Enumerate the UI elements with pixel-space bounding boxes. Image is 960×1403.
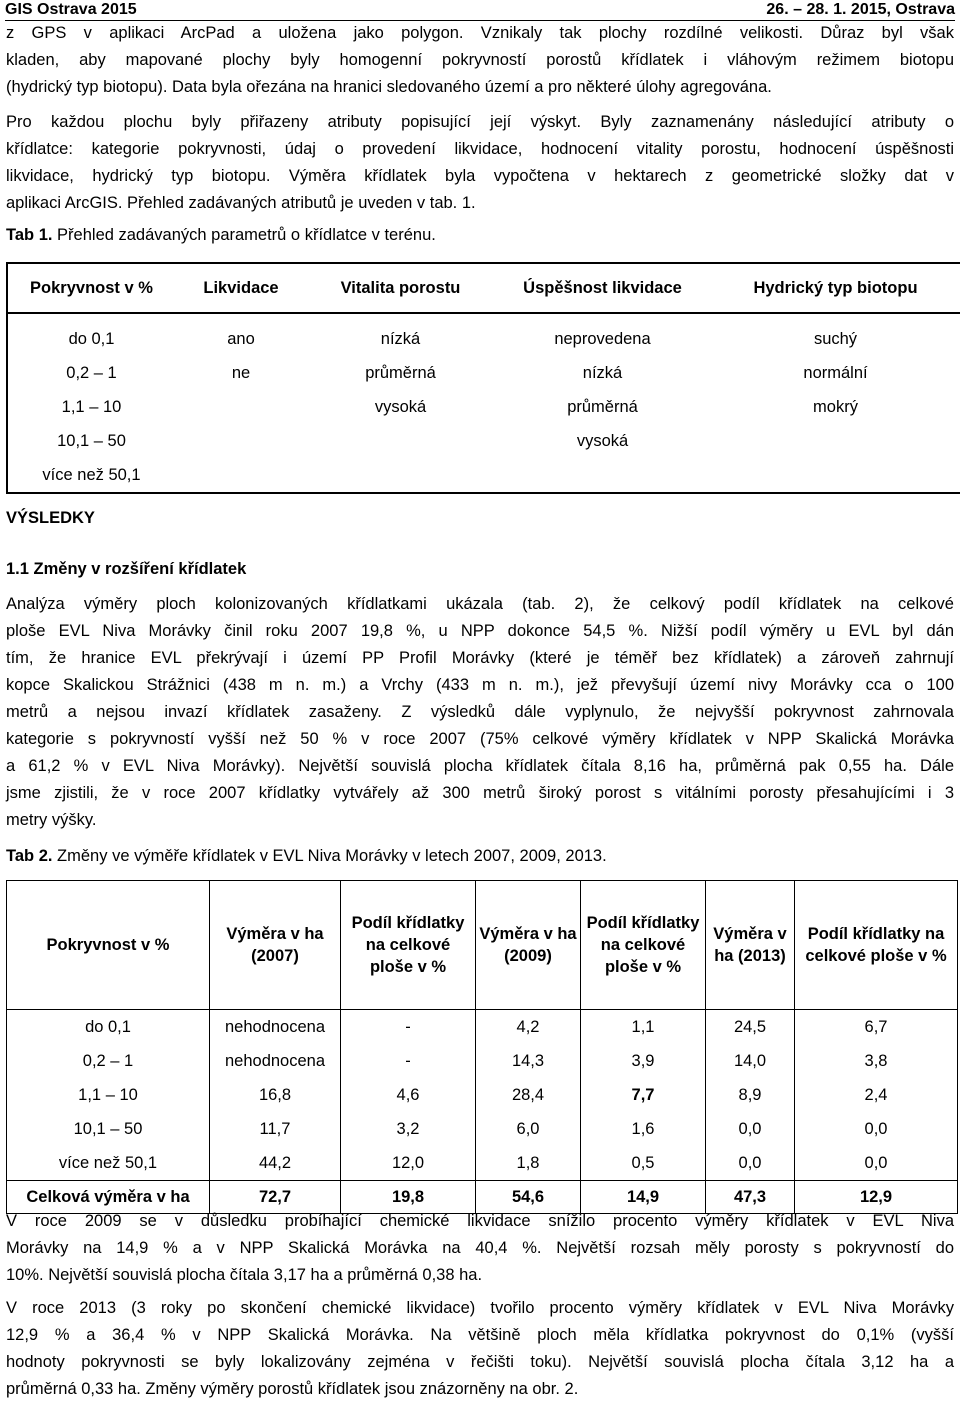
table-cell: 3,2 bbox=[341, 1112, 476, 1146]
text-line: V roce 2009 se v důsledku probíhající chemické likvidace snížilo procento výměry křídlatek v EVL Niva bbox=[6, 1212, 954, 1230]
text-line: tím, že hranice EVL překrývají i území PP Profil Morávky (které je téměř bez křídlatek) a zároveň zahrnují bbox=[6, 649, 954, 667]
table-row bbox=[7, 1146, 958, 1181]
table-cell bbox=[175, 424, 307, 458]
table1 bbox=[6, 262, 960, 494]
table-cell: ano bbox=[227, 329, 255, 348]
table-cell: 4,6 bbox=[341, 1078, 476, 1112]
column-header: Výměra v ha (2013) bbox=[706, 881, 795, 1010]
conference-name: GIS Ostrava 2015 bbox=[5, 1, 137, 18]
year-2013-paragraph bbox=[6, 1295, 954, 1403]
table1-caption-text: Přehled zadávaných parametrů o křídlatce v terénu. bbox=[52, 226, 436, 244]
table-row bbox=[7, 1078, 958, 1112]
table-cell bbox=[711, 424, 960, 458]
table-cell: průměrná bbox=[365, 363, 436, 382]
table2 bbox=[6, 880, 958, 1214]
table-header-row bbox=[7, 881, 958, 1010]
text-line: likvidace, hydrický typ biotopu. Výměra křídlatek byla vypočtena v hektarech z geometrické složky dat v bbox=[6, 167, 954, 185]
table-cell: 11,7 bbox=[210, 1112, 341, 1146]
table-row bbox=[7, 356, 960, 390]
table-cell: 72,7 bbox=[210, 1181, 341, 1214]
text-line: kopce Skalickou Strážnici (438 m n. m.) a Vrchy (433 m n. m.), jež převyšují území nivy Morávky cca o 100 bbox=[6, 676, 954, 694]
table-cell: neprovedena bbox=[554, 329, 651, 348]
table-cell: 19,8 bbox=[341, 1181, 476, 1214]
table-cell: 24,5 bbox=[706, 1010, 795, 1045]
table-cell: 12,9 bbox=[795, 1181, 958, 1214]
column-header: Úspěšnost likvidace bbox=[494, 263, 711, 313]
text-line: V roce 2013 (3 roky po skončení chemické likvidace) tvořilo procento výměry křídlatek v EVL Niva Morávky bbox=[6, 1299, 954, 1317]
table-row bbox=[7, 1044, 958, 1078]
table-cell: do 0,1 bbox=[7, 1010, 210, 1045]
table-cell: 10,1 – 50 bbox=[7, 1112, 210, 1146]
table-cell: 0,0 bbox=[795, 1146, 958, 1181]
column-header: Likvidace bbox=[175, 263, 307, 313]
table2-label: Tab 2. bbox=[6, 847, 53, 865]
table-cell: 3,8 bbox=[795, 1044, 958, 1078]
text-line: metry výšky. bbox=[6, 811, 97, 829]
table-cell: 14,9 bbox=[581, 1181, 706, 1214]
text-line: Morávky na 14,9 % a v NPP Skalická Morávka na 40,4 %. Největší rozsah měly porosty s pokryvností do bbox=[6, 1239, 954, 1257]
text-line: kladen, aby mapované plochy byly homogenní pokryvností porostů křídlatek i vláhovým režimem biotopu bbox=[6, 51, 954, 69]
table-cell: suchý bbox=[813, 329, 858, 348]
table-cell: 0,2 – 1 bbox=[7, 1044, 210, 1078]
table-row bbox=[7, 390, 960, 424]
table-cell: - bbox=[341, 1044, 476, 1078]
table-cell: 14,3 bbox=[476, 1044, 581, 1078]
table-cell: 1,6 bbox=[581, 1112, 706, 1146]
table-cell: průměrná bbox=[567, 397, 638, 416]
table-cell bbox=[175, 390, 307, 424]
table-cell: 0,0 bbox=[795, 1112, 958, 1146]
table-cell: nízká bbox=[582, 363, 623, 382]
text-line: 10%. Největší souvislá plocha čítala 3,17 ha a průměrná 0,38 ha. bbox=[6, 1266, 483, 1284]
table-cell: 54,6 bbox=[476, 1181, 581, 1214]
column-header: Výměra v ha (2009) bbox=[476, 881, 581, 1010]
table-cell bbox=[175, 458, 307, 493]
column-header: Pokryvnost v % bbox=[7, 881, 210, 1010]
attributes-paragraph bbox=[6, 109, 954, 217]
text-line: Pro každou plochu byly přiřazeny atributy popisující její výskyt. Byly zaznamenány následující atributy o bbox=[6, 113, 954, 131]
table-cell: 12,0 bbox=[341, 1146, 476, 1181]
table-cell: 1,8 bbox=[476, 1146, 581, 1181]
table-row bbox=[7, 458, 960, 493]
table-cell: 1,1 bbox=[581, 1010, 706, 1045]
table-cell: 7,7 bbox=[581, 1078, 706, 1112]
table-cell bbox=[307, 424, 494, 458]
table2-caption-text: Změny ve výměře křídlatek v EVL Niva Morávky v letech 2007, 2009, 2013. bbox=[52, 847, 607, 865]
table-row bbox=[7, 424, 960, 458]
text-line: z GPS v aplikaci ArcPad a uložena jako polygon. Vznikaly tak plochy rozdílné velikosti. Důraz byl však bbox=[6, 24, 954, 42]
text-line: 12,9 % a 36,4 % v NPP Skalická Morávka. Na většině ploch měla křídlatka pokryvnost do 0,1% (vyšší bbox=[6, 1326, 954, 1344]
table-cell: 0,0 bbox=[706, 1112, 795, 1146]
text-line: jsme zjistili, že v roce 2007 křídlatky vytvářely až 300 metrů široký porost s vitálními porosty přesahujícími i 3 bbox=[6, 784, 954, 802]
table-cell: 10,1 – 50 bbox=[57, 431, 126, 450]
table-cell bbox=[307, 458, 494, 493]
intro-paragraph bbox=[6, 20, 954, 101]
table-cell: 4,2 bbox=[476, 1010, 581, 1045]
table-cell: vysoká bbox=[374, 397, 427, 416]
column-header: Podíl křídlatky na celkové ploše v % bbox=[795, 881, 958, 1010]
text-line: kategorie s pokryvností vyšší než 50 % v roce 2007 (75% celkové výměry křídlatek v NPP Skalická Morávka bbox=[6, 730, 954, 748]
table-cell: do 0,1 bbox=[68, 329, 115, 348]
page-header bbox=[5, 0, 955, 20]
table-cell: 44,2 bbox=[210, 1146, 341, 1181]
table-row bbox=[7, 1010, 958, 1045]
year-2009-paragraph bbox=[6, 1208, 954, 1289]
section-heading: 1.1 Změny v rozšíření křídlatek bbox=[6, 560, 247, 578]
table-cell: 6,7 bbox=[795, 1010, 958, 1045]
table-cell: 47,3 bbox=[706, 1181, 795, 1214]
conference-date: 26. – 28. 1. 2015, Ostrava bbox=[766, 1, 955, 18]
table-cell: 28,4 bbox=[476, 1078, 581, 1112]
table-cell: mokrý bbox=[813, 397, 858, 416]
table-cell: 1,1 – 10 bbox=[61, 397, 122, 416]
table-cell: nízká bbox=[380, 329, 421, 348]
table-cell: více než 50,1 bbox=[7, 1146, 210, 1181]
table-row bbox=[7, 313, 960, 356]
table-cell: 6,0 bbox=[476, 1112, 581, 1146]
table-cell: nehodnocena bbox=[210, 1044, 341, 1078]
table-cell: 0,5 bbox=[581, 1146, 706, 1181]
column-header: Vitalita porostu bbox=[307, 263, 494, 313]
results-heading: VÝSLEDKY bbox=[6, 509, 95, 527]
text-line: průměrná 0,33 ha. Změny výměry porostů křídlatek jsou znázorněny na obr. 2. bbox=[6, 1380, 579, 1398]
text-line: a 61,2 % v EVL Niva Morávky). Největší souvislá plocha křídlatek čítala 8,16 ha, průměrná pak 0,55 ha. Dále bbox=[6, 757, 954, 775]
table-cell: Celková výměra v ha bbox=[7, 1181, 210, 1214]
table-cell: normální bbox=[803, 363, 868, 382]
table-cell bbox=[711, 458, 960, 493]
text-line: křídlatce: kategorie pokryvnosti, údaj o provedení likvidace, hodnocení vitality porostu, hodnocení úspěšnosti bbox=[6, 140, 954, 158]
text-line: Analýza výměry ploch kolonizovaných křídlatkami ukázala (tab. 2), že celkový podíl křídlatek na celkové bbox=[6, 595, 954, 613]
table-cell: - bbox=[341, 1010, 476, 1045]
table1-caption bbox=[6, 226, 436, 245]
column-header: Výměra v ha (2007) bbox=[210, 881, 341, 1010]
table-cell: 1,1 – 10 bbox=[7, 1078, 210, 1112]
table-cell: více než 50,1 bbox=[42, 465, 141, 484]
text-line: metrů a nejsou invazí křídlatek zasaženy. Z výsledků dále vyplynulo, že nejvyšší pokryvnost zahrnovala bbox=[6, 703, 954, 721]
table-cell: 0,0 bbox=[706, 1146, 795, 1181]
text-line: ploše EVL Niva Morávky činil roku 2007 19,8 %, u NPP dokonce 54,5 %. Nižší podíl výměry u EVL byl dán bbox=[6, 622, 954, 640]
table-row bbox=[7, 1112, 958, 1146]
text-line: aplikaci ArcGIS. Přehled zadávaných atributů je uveden v tab. 1. bbox=[6, 194, 476, 212]
table-cell: 0,2 – 1 bbox=[66, 363, 117, 382]
text-line: hodnoty pokryvnosti se byly lokalizovány zejména v řečišti toku). Největší souvislá plocha čítala 3,12 ha a bbox=[6, 1353, 954, 1371]
table-cell: 3,9 bbox=[581, 1044, 706, 1078]
table-cell: nehodnocena bbox=[210, 1010, 341, 1045]
column-header: Podíl křídlatky na celkové ploše v % bbox=[341, 881, 476, 1010]
table-cell: vysoká bbox=[576, 431, 629, 450]
column-header: Podíl křídlatky na celkové ploše v % bbox=[581, 881, 706, 1010]
text-line: (hydrický typ biotopu). Data byla ořezána na hranici sledovaného území a pro některé úlohy agregována. bbox=[6, 78, 772, 96]
column-header: Hydrický typ biotopu bbox=[711, 263, 960, 313]
table-cell: 16,8 bbox=[210, 1078, 341, 1112]
column-header: Pokryvnost v % bbox=[7, 263, 175, 313]
table1-label: Tab 1. bbox=[6, 226, 53, 244]
table-header-row bbox=[7, 263, 960, 313]
analysis-paragraph bbox=[6, 591, 954, 834]
table-cell: 8,9 bbox=[706, 1078, 795, 1112]
table-cell bbox=[494, 458, 711, 493]
table2-caption bbox=[6, 847, 607, 866]
table-cell: ne bbox=[231, 363, 251, 382]
table-cell: 14,0 bbox=[706, 1044, 795, 1078]
table-cell: 2,4 bbox=[795, 1078, 958, 1112]
